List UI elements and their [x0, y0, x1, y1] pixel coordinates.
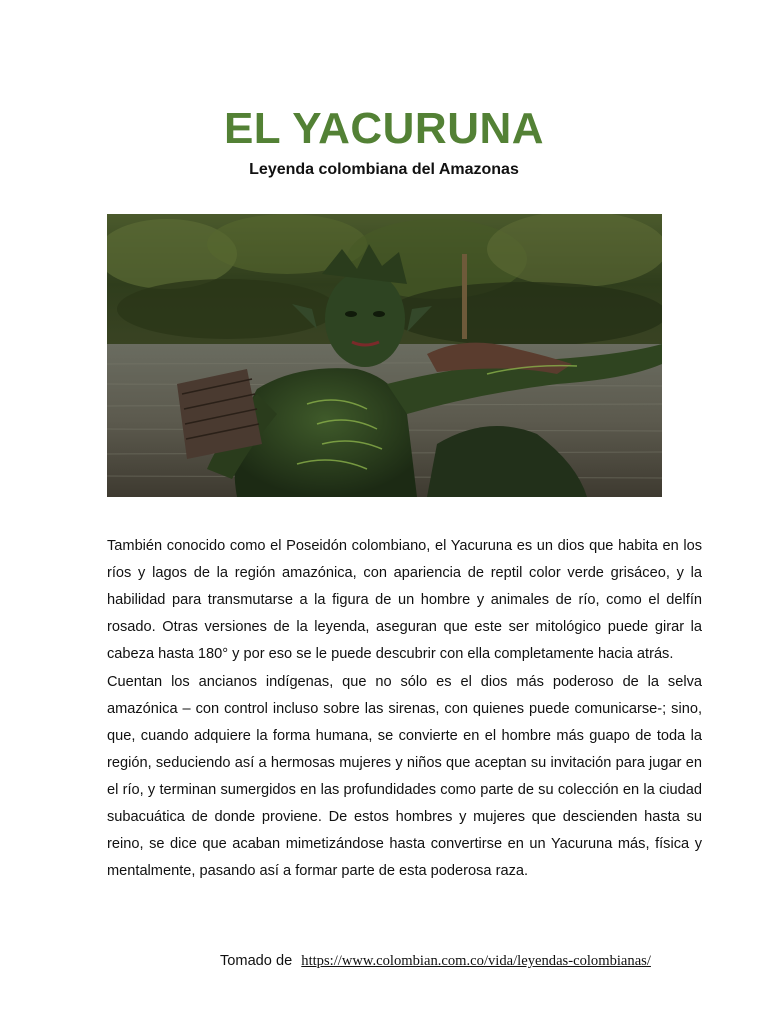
source-citation	[220, 953, 651, 970]
source-label: Tomado de	[220, 953, 293, 969]
yacuruna-photo-illustration	[107, 214, 662, 497]
document-body	[107, 533, 702, 886]
source-link[interactable]: https://www.colombian.com.co/vida/leyendas-colombianas/	[301, 953, 651, 969]
paragraph-2: Cuentan los ancianos indígenas, que no sólo es el dios más poderoso de la selva amazónica – con control incluso sobre las sirenas, con quienes puede comunicarse-; sino, que, cuando adquiere la forma humana, se convierte en el hombre más guapo de toda la región, seduciendo así a hermosas mujeres y niños que aceptan su invitación para jugar en el río, y terminan sumergidos en las profundidades como parte de su colección en la ciudad subacuática de donde proviene. De estos hombres y mujeres que descienden hasta su reino, se dice que acaban mimetizándose hasta convertirse en un Yacuruna más, física y mentalmente, pasando así a formar parte de esta poderosa raza.	[107, 674, 702, 879]
document-title: EL YACURUNA	[223, 104, 545, 153]
yacuruna-photo	[107, 214, 662, 497]
paragraph-1: También conocido como el Poseidón colombiano, el Yacuruna es un dios que habita en los ríos y lagos de la región amazónica, con apariencia de reptil color verde grisáceo, y la habilidad para transmutarse a la figura de un hombre y animales de río, como el delfín rosado. Otras versiones de la leyenda, aseguran que este ser mitológico puede girar la cabeza hasta 180° y por eso se le puede descubrir con ella completamente hacia atrás.	[107, 538, 702, 662]
document-subtitle: Leyenda colombiana del Amazonas	[249, 161, 519, 178]
